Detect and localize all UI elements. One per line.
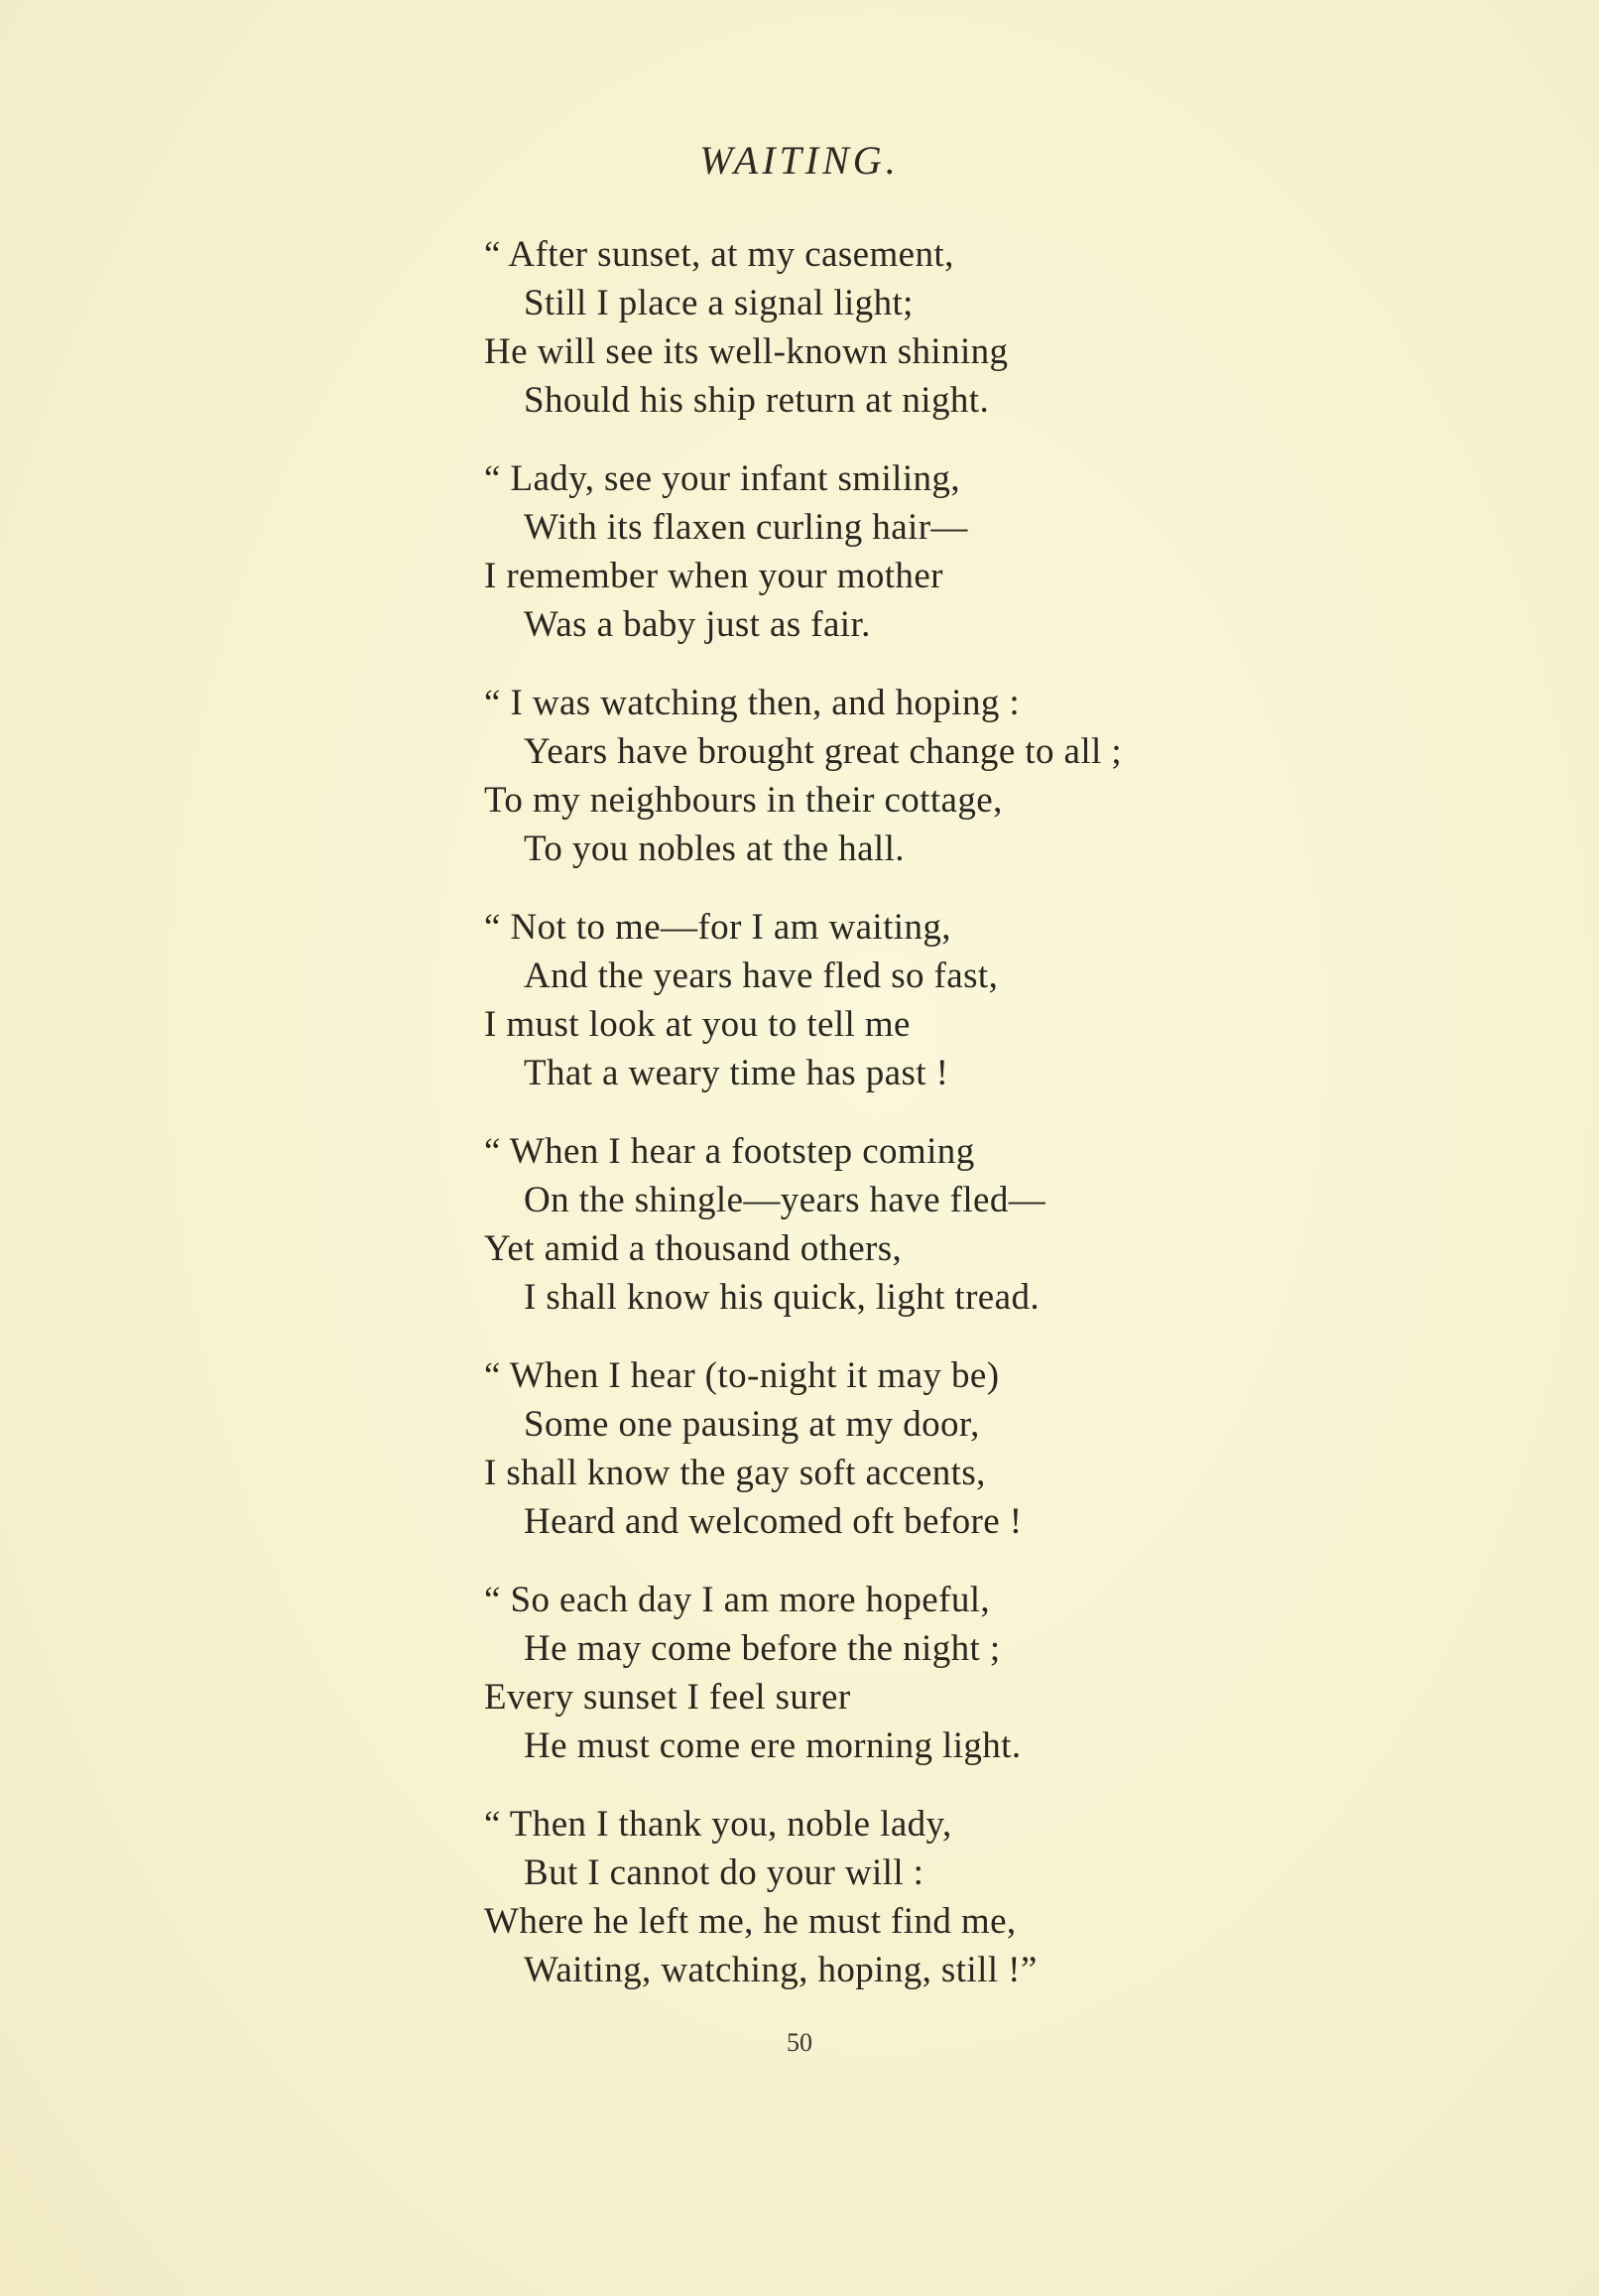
poem-line: Was a baby just as fair. <box>524 604 871 645</box>
poem-line: “ Then I thank you, noble lady, <box>484 1804 952 1845</box>
stanza <box>484 1351 1476 1546</box>
poem-line: Yet amid a thousand others, <box>484 1228 903 1269</box>
stanza <box>484 903 1476 1097</box>
stanza <box>484 230 1476 425</box>
stanza <box>484 1127 1476 1322</box>
poem-line: He may come before the night ; <box>524 1628 1001 1669</box>
poem-line: Where he left me, he must find me, <box>484 1901 1017 1942</box>
poem-line: Still I place a signal light; <box>524 283 914 323</box>
poem-line: On the shingle—years have fled— <box>524 1180 1046 1220</box>
poem-line: Heard and welcomed oft before ! <box>524 1501 1023 1542</box>
poem-line: “ So each day I am more hopeful, <box>484 1580 991 1620</box>
running-title: WAITING. <box>699 138 900 183</box>
page-number: 50 <box>787 2028 812 2057</box>
poem-line: “ Not to me—for I am waiting, <box>484 907 951 948</box>
poem-line: I shall know the gay soft accents, <box>484 1453 986 1493</box>
poem-line: Waiting, watching, hoping, still !” <box>524 1950 1038 1990</box>
stanza <box>484 454 1476 649</box>
poem-line: “ After sunset, at my casement, <box>484 234 954 275</box>
poem-line: To you nobles at the hall. <box>524 829 905 869</box>
poem-line: But I cannot do your will : <box>524 1852 924 1893</box>
poem-line: “ When I hear (to-night it may be) <box>484 1355 1000 1396</box>
stanza <box>484 1800 1476 1994</box>
poem-line: He will see its well-known shining <box>484 331 1009 372</box>
poem-line: I shall know his quick, light tread. <box>524 1277 1040 1318</box>
poem-line: “ When I hear a footstep coming <box>484 1131 975 1172</box>
poem-line: I must look at you to tell me <box>484 1004 911 1045</box>
poem-line: He must come ere morning light. <box>524 1725 1022 1766</box>
poem-line: To my neighbours in their cottage, <box>484 780 1003 821</box>
poem-line: “ Lady, see your infant smiling, <box>484 458 960 499</box>
poem-line: Years have brought great change to all ; <box>524 731 1123 772</box>
poem-line: I remember when your mother <box>484 556 943 596</box>
poem-line: Should his ship return at night. <box>524 380 990 421</box>
poem-line: Every sunset I feel surer <box>484 1677 851 1718</box>
poem-line: That a weary time has past ! <box>524 1053 949 1093</box>
poem-line: Some one pausing at my door, <box>524 1404 980 1445</box>
poem-line: With its flaxen curling hair— <box>524 507 968 548</box>
stanza <box>484 1576 1476 1770</box>
poem <box>484 230 1476 2024</box>
poem-line: And the years have fled so fast, <box>524 956 999 996</box>
poem-line: “ I was watching then, and hoping : <box>484 683 1021 723</box>
stanza <box>484 679 1476 873</box>
